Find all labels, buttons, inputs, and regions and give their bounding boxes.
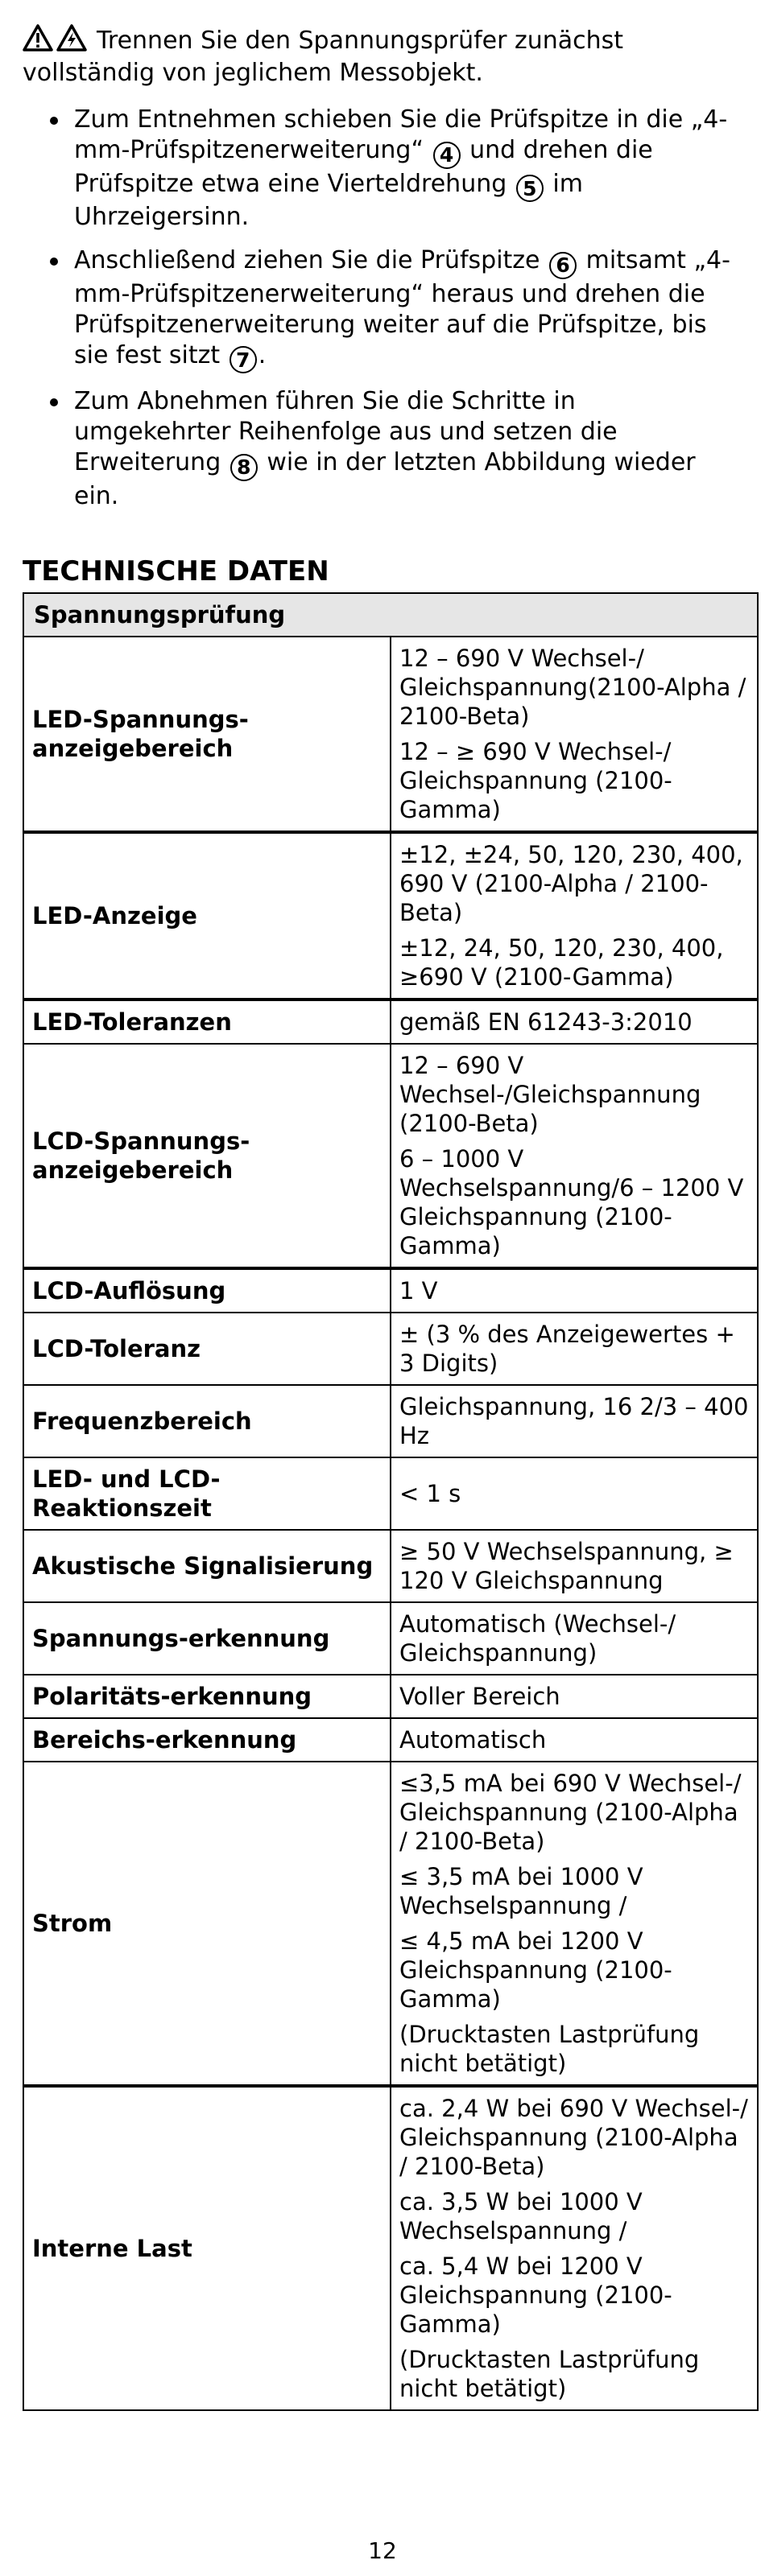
electric-hazard-triangle-icon <box>56 24 87 52</box>
page-number: 12 <box>368 2537 397 2564</box>
spec-value <box>391 1530 758 1602</box>
spec-value <box>391 1602 758 1675</box>
spec-value <box>391 1762 758 2086</box>
spec-value <box>391 1385 758 1457</box>
bullet-text: im Uhrzeigersinn. <box>74 169 583 231</box>
spec-value <box>391 999 758 1044</box>
spec-value-line: Gleichspannung, 16 2/3 – 400 Hz <box>399 1393 749 1449</box>
table-row <box>23 999 758 1044</box>
spec-value-line: (Drucktasten Lastprüfung nicht betätigt) <box>399 2346 700 2402</box>
bullet-text: Zum Abnehmen führen Sie die Schritte in umgekehrter Reihenfolge aus und setzen die Erweiterung <box>74 387 618 476</box>
callout-number: 7 <box>229 346 257 373</box>
warning-text: Trennen Sie den Spannungsprüfer zunächst vollständig von jeglichem Messobjekt. <box>23 27 624 87</box>
table-row <box>23 1268 758 1313</box>
spec-label: LCD-Toleranz <box>23 1313 391 1385</box>
spec-label: Strom <box>23 1762 391 2086</box>
list-item <box>23 105 731 233</box>
bullet-text: Zum Entnehmen schieben Sie die Prüfspitze in die „4-mm-Prüfspitzenerweiterung“ <box>74 105 728 164</box>
spec-label: LED-Spannungs-anzeigebereich <box>23 637 391 832</box>
spec-label: LED-Anzeige <box>23 832 391 999</box>
table-row <box>23 1313 758 1385</box>
spec-value-line: gemäß EN 61243-3:2010 <box>399 1008 693 1036</box>
list-item <box>23 245 731 373</box>
bullet-text: und drehen die Prüfspitze etwa eine Vierteldrehung <box>74 136 653 198</box>
callout-number: 4 <box>433 142 461 169</box>
spec-value <box>391 1675 758 1718</box>
spec-value-line: ≤ 4,5 mA bei 1200 V Gleichspannung (2100-Gamma) <box>399 1927 672 2013</box>
spec-value-line: ≥ 50 V Wechselspannung, ≥ 120 V Gleichspannung <box>399 1538 734 1594</box>
table-row <box>23 1762 758 2086</box>
spec-value <box>391 1457 758 1530</box>
spec-value-line: (Drucktasten Lastprüfung nicht betätigt) <box>399 2021 700 2077</box>
spec-label: Spannungs-erkennung <box>23 1602 391 1675</box>
spec-value-line: ±12, ±24, 50, 120, 230, 400, 690 V (2100-Alpha / 2100-Beta) <box>399 841 743 926</box>
spec-label: Interne Last <box>23 2086 391 2410</box>
table-row <box>23 1385 758 1457</box>
spec-value-line: 12 – 690 V Wechsel-/ Gleichspannung(2100-Alpha / 2100-Beta) <box>399 645 746 730</box>
spec-label: LED-Toleranzen <box>23 999 391 1044</box>
table-body <box>23 637 758 2410</box>
table-row <box>23 1530 758 1602</box>
spec-value-line: Voller Bereich <box>399 1683 560 1710</box>
warning-paragraph <box>23 24 747 89</box>
spec-label: LCD-Auflösung <box>23 1268 391 1313</box>
table-row <box>23 1675 758 1718</box>
spec-value-line: 12 – 690 V Wechsel-/Gleichspannung (2100-Beta) <box>399 1052 701 1137</box>
list-item <box>23 386 731 512</box>
spec-value-line: ca. 5,4 W bei 1200 V Gleichspannung (2100-Gamma) <box>399 2252 672 2338</box>
table-group-header: Spannungsprüfung <box>23 593 758 637</box>
specifications-table <box>23 592 759 2411</box>
spec-value <box>391 2086 758 2410</box>
spec-label: LCD-Spannungs-anzeigebereich <box>23 1044 391 1268</box>
spec-value-line: ≤ 3,5 mA bei 1000 V Wechselspannung / <box>399 1863 643 1919</box>
spec-value-line: 1 V <box>399 1277 438 1304</box>
bullet-text: . <box>258 340 267 369</box>
callout-number: 6 <box>549 252 577 279</box>
table-row <box>23 1457 758 1530</box>
table-row <box>23 2086 758 2410</box>
spec-value-line: ca. 2,4 W bei 690 V Wechsel-/ Gleichspannung (2100-Alpha / 2100-Beta) <box>399 2095 748 2180</box>
spec-label: Bereichs-erkennung <box>23 1718 391 1762</box>
spec-value-line: 6 – 1000 V Wechselspannung/6 – 1200 V Gleichspannung (2100-Gamma) <box>399 1145 744 1259</box>
spec-value-line: < 1 s <box>399 1480 461 1507</box>
spec-value-line: ±12, 24, 50, 120, 230, 400, ≥690 V (2100-Gamma) <box>399 934 724 991</box>
callout-number: 5 <box>516 175 544 202</box>
spec-value <box>391 832 758 999</box>
table-row <box>23 637 758 832</box>
spec-value-line: ± (3 % des Anzeigewertes + 3 Digits) <box>399 1321 735 1377</box>
spec-value-line: Automatisch (Wechsel-/ Gleichspannung) <box>399 1610 676 1667</box>
spec-label: Polaritäts-erkennung <box>23 1675 391 1718</box>
table-row <box>23 832 758 999</box>
spec-value <box>391 1313 758 1385</box>
spec-value-line: ca. 3,5 W bei 1000 V Wechselspannung / <box>399 2188 643 2244</box>
spec-value-line: Automatisch <box>399 1726 547 1754</box>
bullet-text: mitsamt „4-mm-Prüfspitzenerweiterung“ heraus und drehen die Prüfspitzenerweiterung weiter auf die Prüfspitze, bis sie fest sitzt <box>74 246 730 369</box>
spec-label: Akustische Signalisierung <box>23 1530 391 1602</box>
spec-label: LED- und LCD-Reaktionszeit <box>23 1457 391 1530</box>
spec-value <box>391 1718 758 1762</box>
table-row <box>23 1602 758 1675</box>
spec-value <box>391 1044 758 1268</box>
spec-value-line: 12 – ≥ 690 V Wechsel-/ Gleichspannung (2100-Gamma) <box>399 738 672 823</box>
callout-number: 8 <box>230 454 258 481</box>
section-title: TECHNISCHE DATEN <box>23 555 329 587</box>
bullet-text: Anschließend ziehen Sie die Prüfspitze <box>74 246 540 274</box>
spec-value <box>391 637 758 832</box>
warning-icons <box>23 24 90 57</box>
spec-value-line: ≤3,5 mA bei 690 V Wechsel-/ Gleichspannung (2100-Alpha / 2100-Beta) <box>399 1770 742 1855</box>
spec-value <box>391 1268 758 1313</box>
spec-label: Frequenzbereich <box>23 1385 391 1457</box>
table-row <box>23 1044 758 1268</box>
table-row <box>23 1718 758 1762</box>
instruction-list <box>23 105 731 525</box>
warning-triangle-icon <box>23 24 53 52</box>
bullet-text: wie in der letzten Abbildung wieder ein. <box>74 448 696 510</box>
